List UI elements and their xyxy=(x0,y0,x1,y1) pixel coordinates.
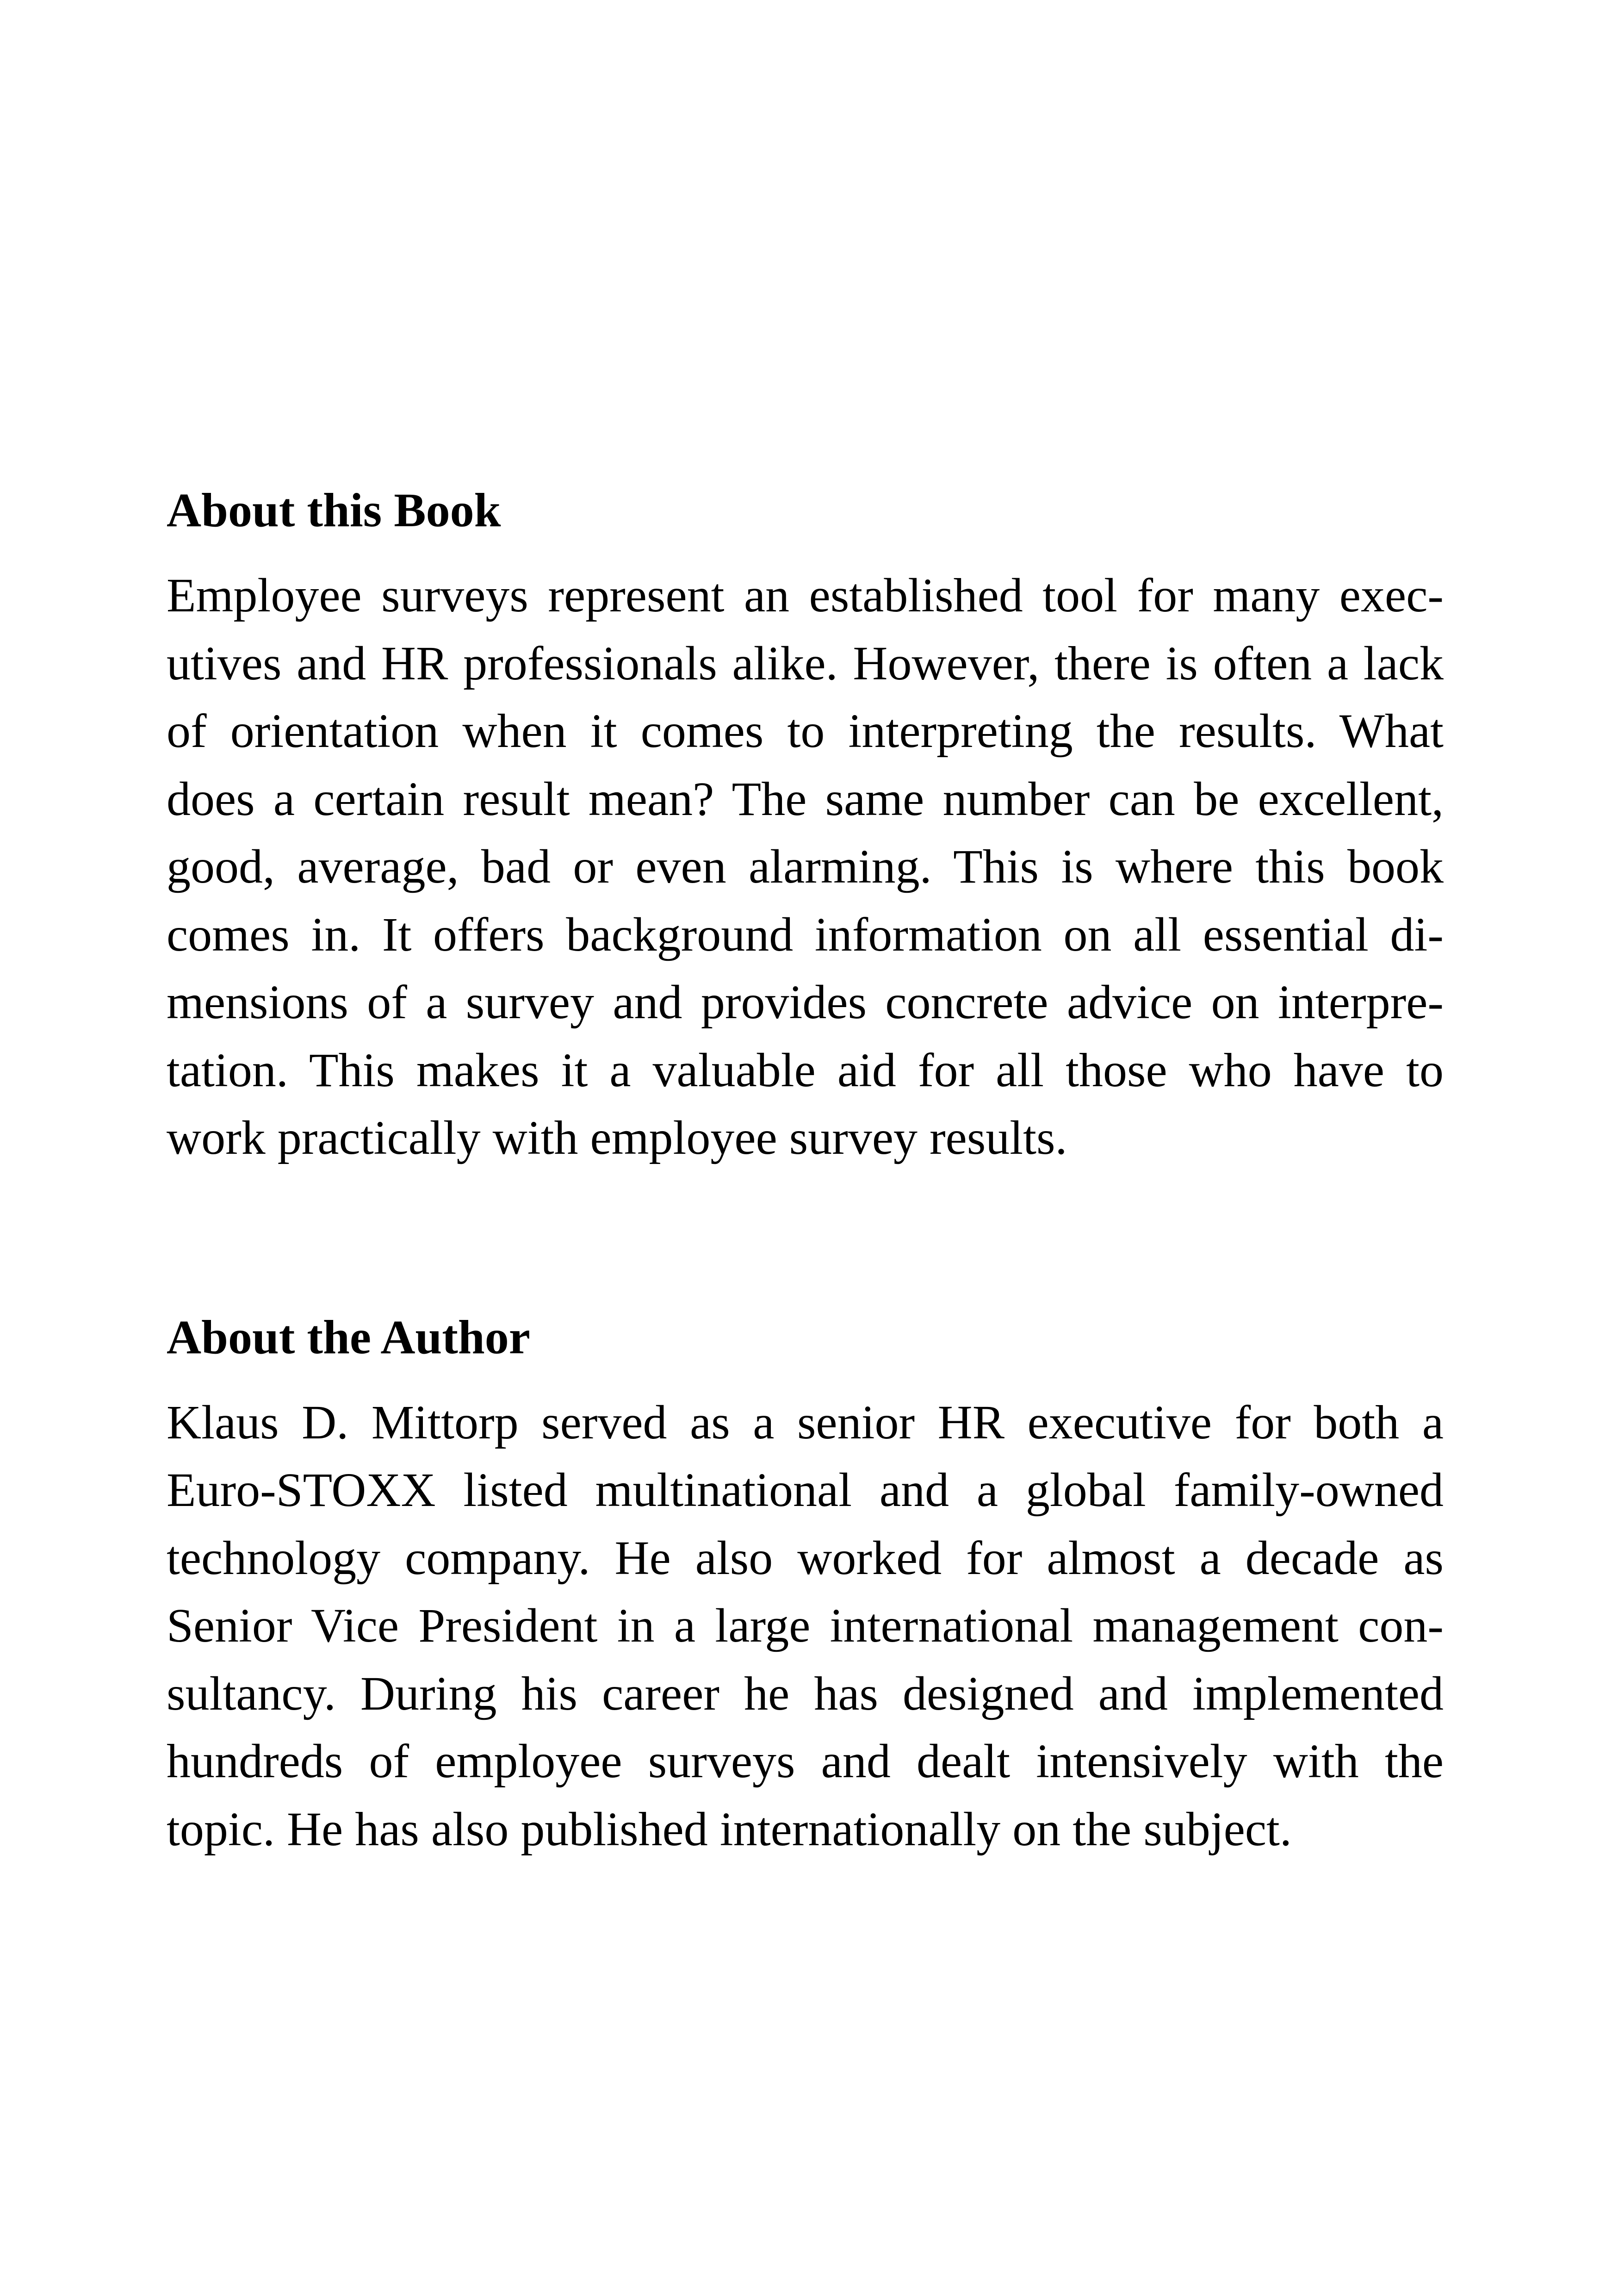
paragraph-line: comes in. It offers background information on all essential di- xyxy=(167,908,1444,961)
section-spacer xyxy=(167,1172,1444,1304)
paragraph-line: of orientation when it comes to interpreting the results. What xyxy=(167,704,1444,758)
text-block xyxy=(167,477,1444,1863)
paragraph-line: sultancy. During his career he has designed and implemented xyxy=(167,1667,1444,1720)
paragraph-line: hundreds of employee surveys and dealt intensively with the xyxy=(167,1735,1444,1788)
paragraph-line: work practically with employee survey results. xyxy=(167,1111,1067,1164)
about-book-paragraph xyxy=(167,562,1444,1172)
paragraph-line: Employee surveys represent an established tool for many exec- xyxy=(167,569,1444,622)
paragraph-line: utives and HR professionals alike. However, there is often a lack xyxy=(167,636,1444,690)
paragraph-line: topic. He has also published internationally on the subject. xyxy=(167,1802,1292,1856)
about-author-paragraph xyxy=(167,1389,1444,1864)
about-book-heading: About this Book xyxy=(167,484,501,537)
paragraph-line: tation. This makes it a valuable aid for all those who have to xyxy=(167,1043,1444,1097)
paragraph-line: good, average, bad or even alarming. This is where this book xyxy=(167,840,1444,893)
paragraph-line: Euro-STOXX listed multinational and a global family-owned xyxy=(167,1463,1444,1517)
paragraph-line: does a certain result mean? The same number can be excellent, xyxy=(167,772,1444,826)
paragraph-line: Klaus D. Mittorp served as a senior HR executive for both a xyxy=(167,1395,1444,1449)
paragraph-line: mensions of a survey and provides concrete advice on interpre- xyxy=(167,976,1444,1029)
paragraph-line: Senior Vice President in a large international management con- xyxy=(167,1599,1444,1652)
about-author-heading: About the Author xyxy=(167,1310,530,1364)
paragraph-line: technology company. He also worked for almost a decade as xyxy=(167,1531,1444,1585)
